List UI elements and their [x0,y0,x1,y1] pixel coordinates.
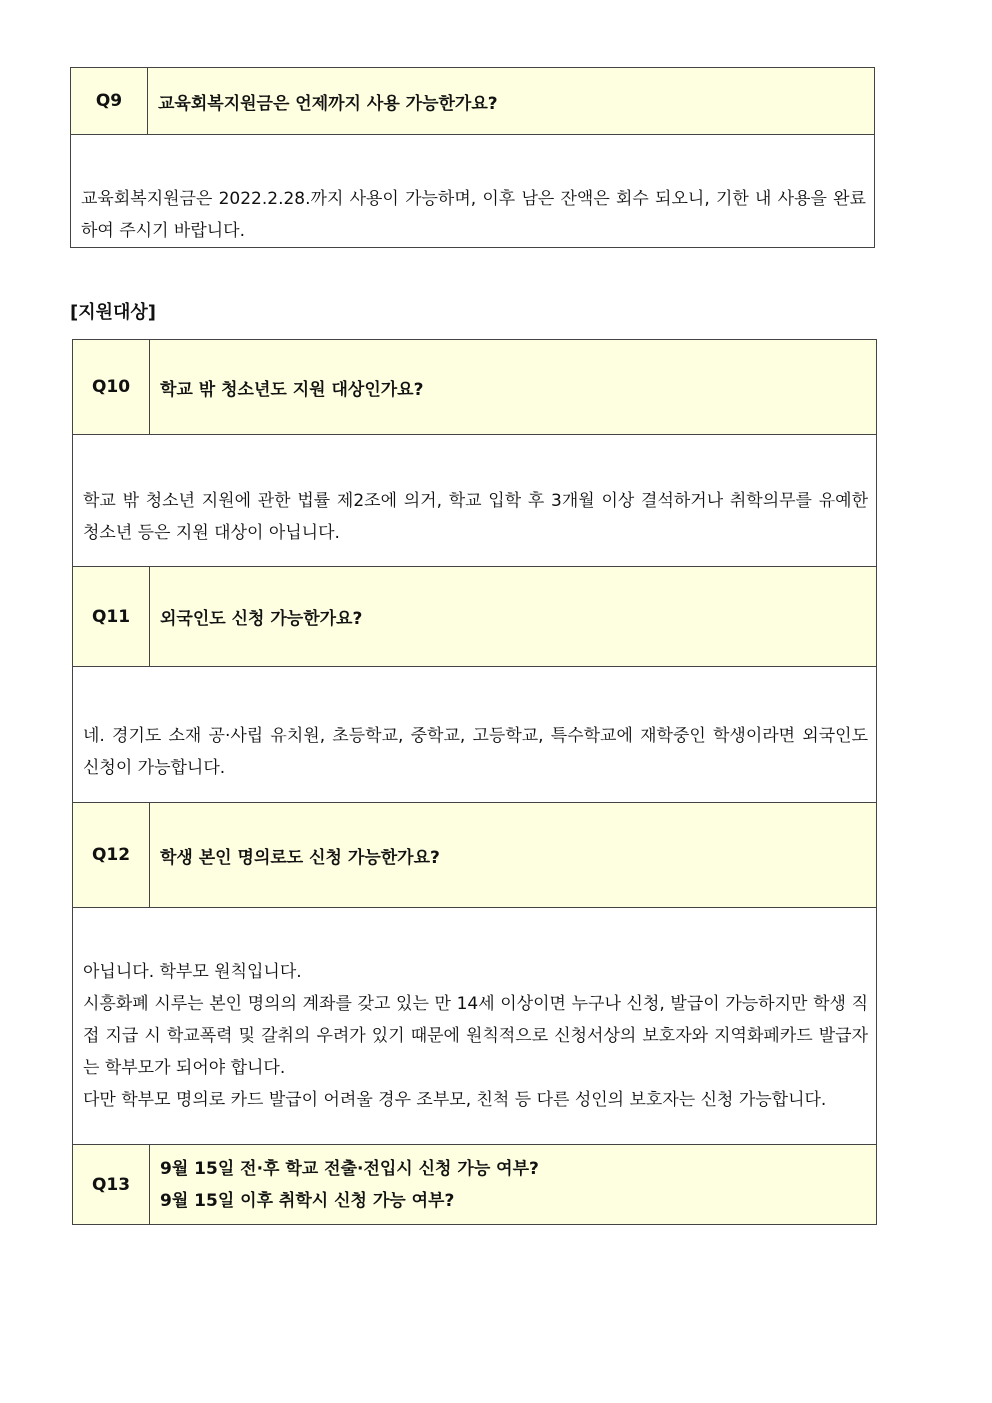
answer-cell [73,908,877,1145]
question-text: 교육회복지원금은 언제까지 사용 가능한가요? [148,68,875,135]
question-text: 외국인도 신청 가능한가요? [150,567,877,667]
question-text [150,1145,877,1225]
answer-paragraph: 네. 경기도 소재 공·사립 유치원, 초등학교, 중학교, 고등학교, 특수학교에 재학중인 학생이라면 외국인도 신청이 가능합니다. [83,725,868,778]
question-text: 학교 밖 청소년도 지원 대상인가요? [150,340,877,435]
question-number: Q12 [73,803,150,908]
section-heading: [지원대상] [70,302,157,323]
answer-paragraph: 시흥화폐 시루는 본인 명의의 계좌를 갖고 있는 만 14세 이상이면 누구나 신청, 발급이 가능하지만 학생 직접 지급 시 학교폭력 및 갈취의 우려가 있기 때문에 원칙적으로 신청서상의 보호자와 지역화페카드 발급자는 학부모가 되어야 합니다. [83,994,868,1078]
answer-cell [71,135,875,248]
question-number: Q13 [73,1145,150,1225]
question-text: 학생 본인 명의로도 신청 가능한가요? [150,803,877,908]
answer-paragraph: 교육회복지원금은 2022.2.28.까지 사용이 가능하며, 이후 남은 잔액은 회수 되오니, 기한 내 사용을 완료하여 주시기 바랍니다. [81,189,866,241]
faq-table-eligibility [72,339,877,1225]
question-line: 9월 15일 전·후 학교 전출·전입시 신청 가능 여부? [160,1158,539,1179]
answer-paragraph: 다만 학부모 명의로 카드 발급이 어려울 경우 조부모, 친척 등 다른 성인의 보호자는 신청 가능합니다. [83,1090,827,1110]
answer-cell [73,667,877,803]
answer-paragraph: 학교 밖 청소년 지원에 관한 법률 제2조에 의거, 학교 입학 후 3개월 이상 결석하거나 취학의무를 유예한 청소년 등은 지원 대상이 아닙니다. [83,490,868,543]
question-number: Q9 [71,68,148,135]
question-number: Q10 [73,340,150,435]
question-line: 9월 15일 이후 취학시 신청 가능 여부? [160,1190,455,1211]
answer-paragraph: 아닙니다. 학부모 원칙입니다. [83,962,302,982]
faq-table-q9 [70,67,875,248]
answer-cell [73,435,877,567]
question-number: Q11 [73,567,150,667]
